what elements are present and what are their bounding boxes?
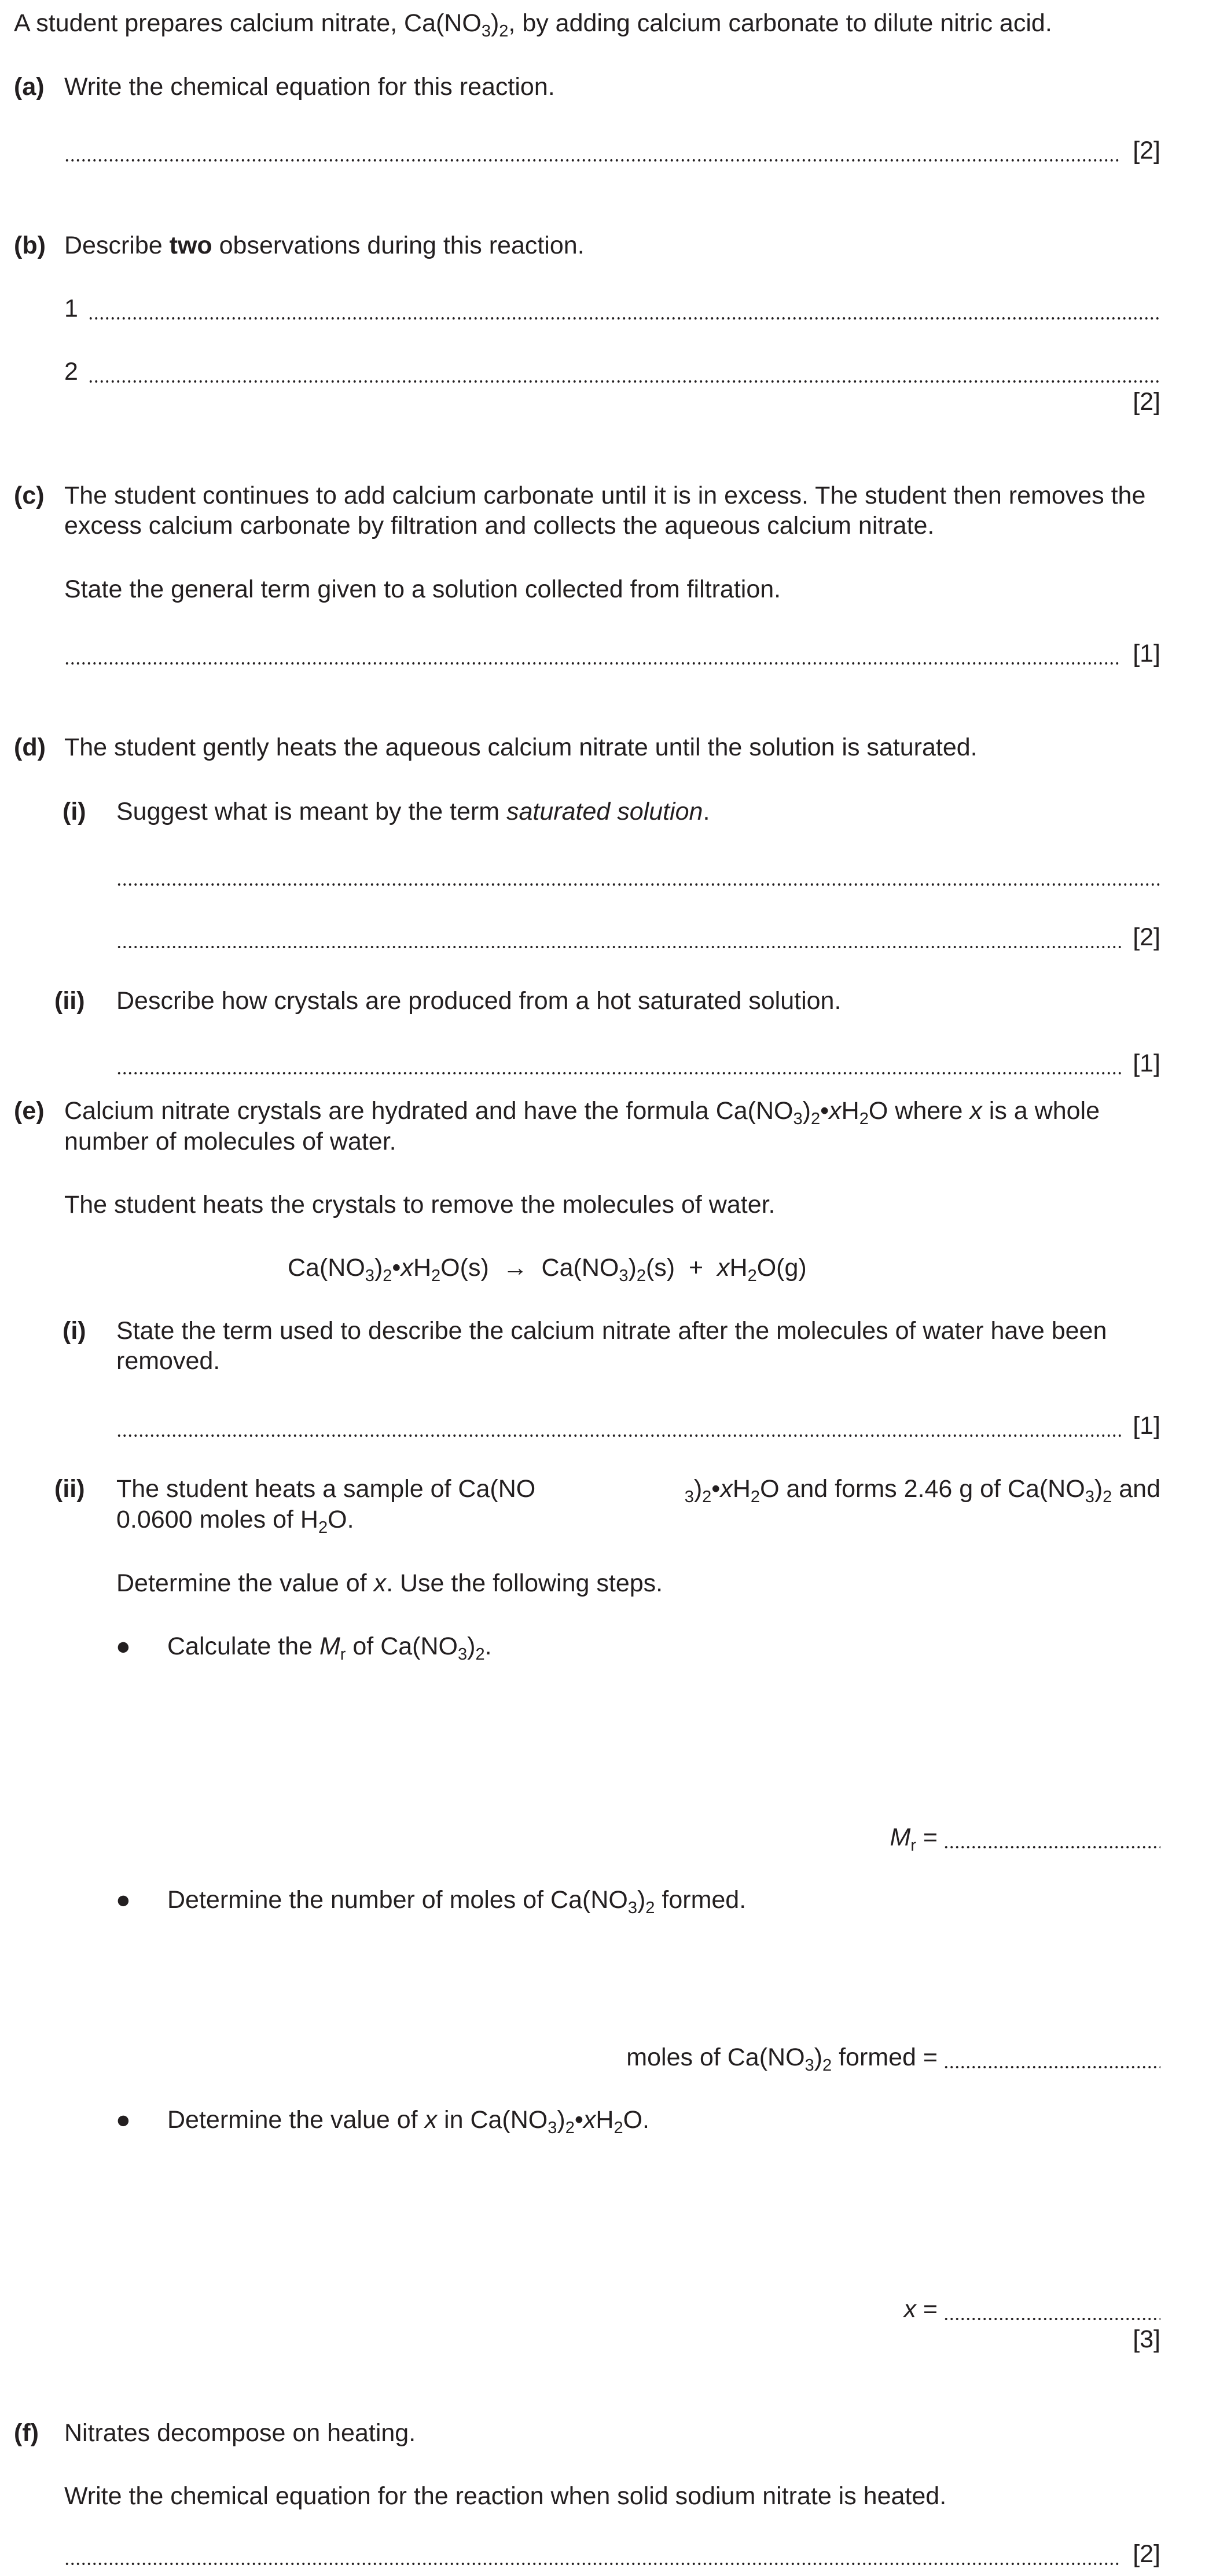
- mr-answer-line[interactable]: [943, 1822, 1160, 1852]
- x-answer-line[interactable]: [943, 2294, 1160, 2324]
- answer-line-d-i-2[interactable]: [116, 922, 1121, 952]
- bullet-icon: ●: [116, 1886, 131, 1914]
- x-answer[interactable]: x =: [903, 2294, 1160, 2324]
- part-f-question: Write the chemical equation for the reaction when solid sodium nitrate is heated.: [64, 2482, 947, 2510]
- step-3-text: Determine the value of x in $Ca(NO_3)_2•xH_2O$.: [167, 2106, 650, 2137]
- answer-number-2: 2: [64, 358, 78, 386]
- part-a-label: (a): [14, 73, 45, 101]
- part-e-i-label: (i): [63, 1317, 86, 1345]
- answer-line-f[interactable]: [64, 2539, 1121, 2569]
- mark-f: [2]: [1133, 2540, 1160, 2568]
- part-d-ii-question: Describe how crystals are produced from a hot saturated solution.: [116, 987, 842, 1015]
- part-b-question: Describe two observations during this reaction.: [64, 232, 585, 259]
- mark-a: [2]: [1133, 137, 1160, 164]
- part-e-ii-text-line1: The student heats a sample of Ca(NO $_3)_2•xH_2O$ and forms 2.46 g of $Ca(NO_3)_2$ and: [116, 1475, 1160, 1506]
- part-e-label: (e): [14, 1097, 45, 1125]
- mark-d-ii: [1]: [1133, 1050, 1160, 1077]
- answer-line-b1[interactable]: [88, 293, 1160, 324]
- part-d-text: The student gently heats the aqueous calcium nitrate until the solution is saturated.: [64, 733, 978, 761]
- bullet-icon: ●: [116, 1632, 131, 1660]
- part-f-label: (f): [14, 2419, 39, 2447]
- part-e-text-line1: Calcium nitrate crystals are hydrated and have the formula $Ca(NO_3)_2•xH_2O$ where x is a whole: [64, 1097, 1100, 1128]
- answer-line-c[interactable]: [64, 639, 1121, 669]
- answer-line-d-i-1[interactable]: [116, 860, 1160, 890]
- part-c-text: The student continues to add calcium carbonate until it is in excess. The student then removes the excess calcium carbonate by filtration and collects the aqueous calcium nitrate.: [64, 482, 1146, 540]
- answer-line-a[interactable]: [64, 135, 1121, 166]
- mark-c: [1]: [1133, 640, 1160, 667]
- answer-number-1: 1: [64, 295, 78, 322]
- part-e-i-question: State the term used to describe the calcium nitrate after the molecules of water have been removed.: [116, 1317, 1107, 1375]
- mark-b: [2]: [1133, 388, 1160, 416]
- step-1-text: Calculate the $M_r$ of $Ca(NO_3)_2$.: [167, 1632, 492, 1664]
- step-2-text: Determine the number of moles of $Ca(NO_3)_2$ formed.: [167, 1886, 747, 1917]
- part-e-ii-label: (ii): [54, 1475, 85, 1503]
- part-e-ii-text-line2: 0.0600 moles of $H_2O$.: [116, 1506, 354, 1537]
- part-e-heats-text: The student heats the crystals to remove the molecules of water.: [64, 1191, 776, 1219]
- part-e-text-line2: number of molecules of water.: [64, 1128, 396, 1155]
- part-e-ii-steps: Determine the value of x. Use the following steps.: [116, 1569, 663, 1597]
- part-b-label: (b): [14, 232, 46, 259]
- answer-line-e-i[interactable]: [116, 1411, 1121, 1441]
- bullet-icon: ●: [116, 2106, 131, 2134]
- part-d-i-label: (i): [63, 798, 86, 825]
- answer-line-b2[interactable]: [88, 357, 1160, 387]
- intro-text: A student prepares calcium nitrate, $Ca(NO_3)_2$, by adding calcium carbonate to dilute nitric acid.: [14, 9, 1052, 41]
- part-f-text: Nitrates decompose on heating.: [64, 2419, 416, 2447]
- part-c-label: (c): [14, 482, 45, 509]
- moles-answer[interactable]: moles of $Ca(NO_3)_2$ formed =: [626, 2042, 1160, 2072]
- dehydration-equation: $Ca(NO_3)_2•xH_2O(s) \to Ca(NO_3)_2(s) + xH_2O(g)$: [288, 1254, 807, 1285]
- part-d-label: (d): [14, 733, 46, 761]
- part-d-i-question: Suggest what is meant by the term saturated solution.: [116, 798, 710, 825]
- mark-e-i: [1]: [1133, 1412, 1160, 1440]
- mr-answer[interactable]: $M_r$ =: [890, 1822, 1160, 1852]
- mark-e-ii: [3]: [1133, 2325, 1160, 2353]
- part-a-question: Write the chemical equation for this reaction.: [64, 73, 555, 101]
- answer-line-d-ii[interactable]: [116, 1048, 1121, 1078]
- moles-answer-line[interactable]: [943, 2042, 1160, 2072]
- part-c-question: State the general term given to a solution collected from filtration.: [64, 575, 781, 603]
- part-d-ii-label: (ii): [54, 987, 85, 1015]
- mark-d-i: [2]: [1133, 923, 1160, 951]
